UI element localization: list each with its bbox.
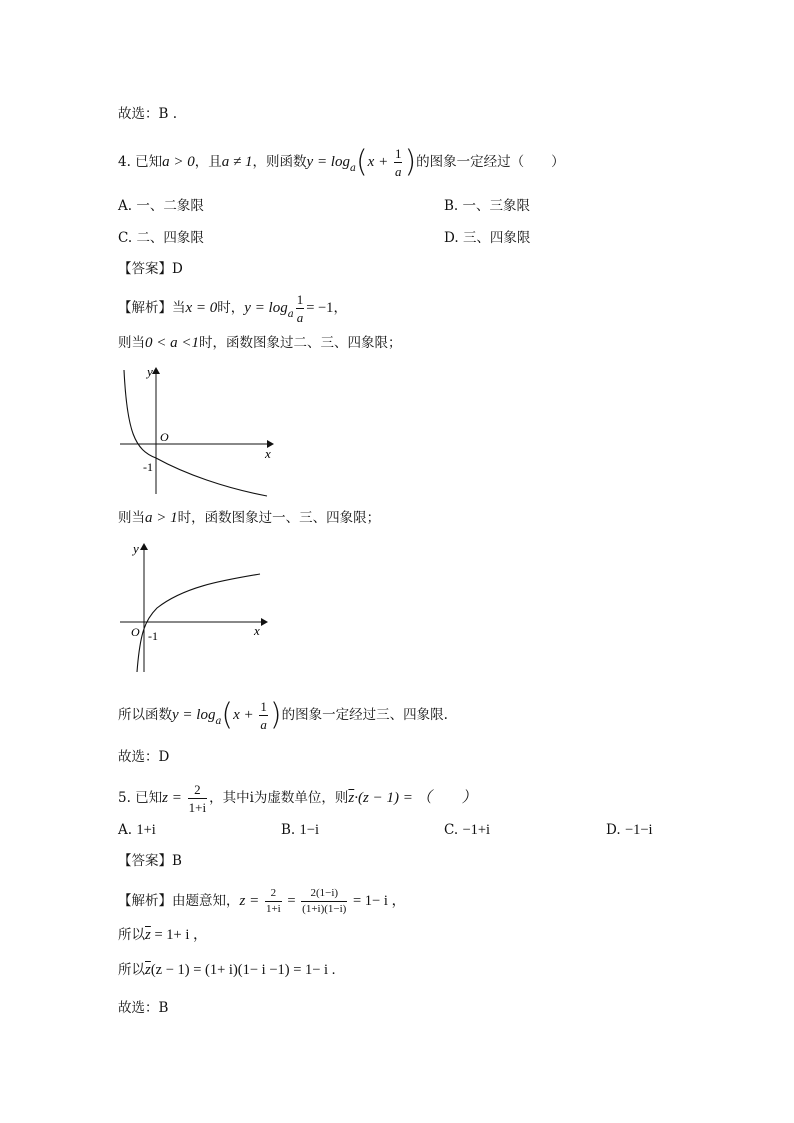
q5-analysis-2: 所以$\overline{z} = 1+ i$ ，	[118, 927, 208, 943]
log-curve	[124, 370, 267, 496]
q5-option-b: B. 1−i	[281, 822, 319, 838]
origin-label: O	[160, 430, 169, 444]
q5-option-c: C. −1+i	[444, 822, 491, 838]
tick-label: -1	[143, 460, 153, 474]
q4-analysis-1: 【解析】当x = 0时，$y = \log_a$ $\frac{1}{a}$ = −1，	[118, 292, 347, 325]
question-4-stem: 4. 已知a > 0，且a ≠ 1，则函数$y = \log_a(x$ + $\frac{1}{a}$ )的图象一定经过（ ）	[118, 144, 565, 180]
y-label: y	[147, 364, 153, 379]
q4-case-1: 则当0 < a <1时，函数图象过二、三、四象限；	[118, 335, 402, 351]
q4-answer: 【答案】D	[118, 261, 183, 277]
q4-case-2: 则当a > 1时，函数图象过一、三、四象限；	[118, 510, 381, 526]
q4-conclusion: 所以函数$y = \log_a(x$ + $\frac{1}{a}$ )的图象一定经过三、四象限.	[118, 697, 448, 733]
q5-answer: 【答案】B	[118, 853, 182, 869]
prev-answer-pick: 故选：B .	[118, 106, 178, 122]
q5-analysis-3: 所以$\overline{z}(z - 1) = (1+ i)(1- i -1) = 1- i$ .	[118, 962, 336, 978]
log-curve	[137, 574, 260, 672]
q4-pick: 故选：D	[118, 749, 170, 765]
q4-option-b: B. 一、三象限	[444, 198, 531, 214]
q5-pick: 故选：B	[118, 1000, 169, 1016]
q5-option-a: A. 1+i	[118, 822, 156, 838]
q5-analysis-1: 【解析】由题意知，z = $\frac{2}{1+i}$ = $\frac{2(1-i)}{(1+i)(1-i)}$ = 1− i ，	[118, 887, 406, 915]
graph-case-2	[115, 538, 275, 678]
x-label: x	[265, 446, 271, 461]
graph-case-1	[115, 362, 280, 500]
q4-option-d: D. 三、四象限	[444, 230, 531, 246]
tick-label: -1	[148, 629, 158, 643]
q4-option-a: A. 一、二象限	[118, 198, 204, 214]
x-label: x	[254, 623, 260, 638]
q4-option-c: C. 二、四象限	[118, 230, 204, 246]
q5-option-d: D. −1−i	[606, 822, 653, 838]
y-label: y	[133, 541, 139, 556]
origin-label: O	[131, 625, 140, 639]
question-5-stem: 5. 已知z = $\frac{2}{1+i}$ ，其中i为虚数单位，则$\overline{z}\cdot(z - 1)$ = （ ）	[118, 782, 477, 815]
